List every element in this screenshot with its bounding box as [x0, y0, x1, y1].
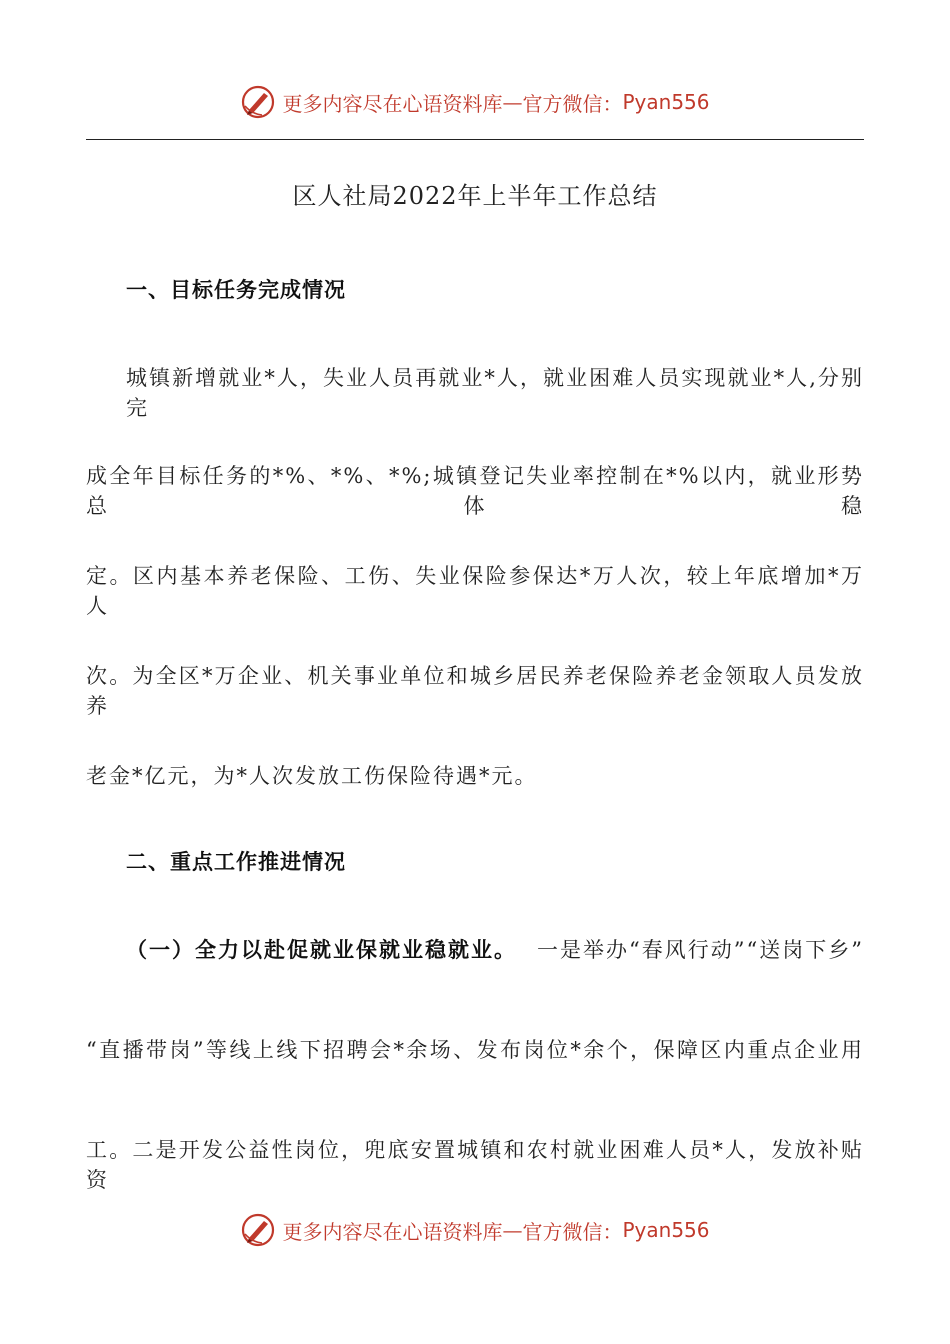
- paragraph-line: “直播带岗”等线上线下招聘会*余场、发布岗位*余个，保障区内重点企业用: [86, 1038, 864, 1062]
- footer-banner: [0, 1210, 950, 1250]
- banner-wechat-id: Pyan556: [622, 1218, 710, 1242]
- banner-wechat-id: Pyan556: [622, 90, 710, 114]
- paragraph-line: 老金*亿元，为*人次发放工伤保险待遇*元。: [86, 764, 538, 788]
- banner-title: 更多内容尽在心语资料库: [282, 1219, 503, 1244]
- paragraph-line: 成全年目标任务的*%、*%、*%;城镇登记失业率控制在*%以内，就业形势总体稳: [86, 464, 864, 518]
- subsection-lead: （一）全力以赴促就业保就业稳就业。: [126, 937, 517, 962]
- banner-wechat-label: 官方微信：: [522, 91, 623, 116]
- banner-title: 更多内容尽在心语资料库: [282, 91, 503, 116]
- banner-wechat-label: 官方微信：: [522, 1219, 623, 1244]
- section-heading-2: 二、重点工作推进情况: [126, 849, 346, 874]
- paragraph-text: 一是举办“春风行动”“送岗下乡”: [537, 938, 864, 962]
- header-banner: [0, 82, 950, 122]
- paragraph-line: 定。区内基本养老保险、工伤、失业保险参保达*万人次，较上年底增加*万人: [86, 564, 864, 618]
- paragraph-line: 工。二是开发公益性岗位，兜底安置城镇和农村就业困难人员*人，发放补贴资: [86, 1138, 864, 1192]
- document-title: 区人社局2022年上半年工作总结: [292, 182, 658, 210]
- paragraph-line: [126, 934, 864, 964]
- pen-logo-icon: [240, 1212, 276, 1248]
- paragraph-line: 城镇新增就业*人，失业人员再就业*人，就业困难人员实现就业*人,分别完: [126, 366, 864, 420]
- banner-separator: —: [502, 1218, 523, 1242]
- header-divider: [86, 139, 864, 140]
- banner-separator: —: [502, 90, 523, 114]
- paragraph-line: 次。为全区*万企业、机关事业单位和城乡居民养老保险养老金领取人员发放养: [86, 664, 864, 718]
- pen-logo-icon: [240, 84, 276, 120]
- section-heading-1: 一、目标任务完成情况: [126, 277, 346, 302]
